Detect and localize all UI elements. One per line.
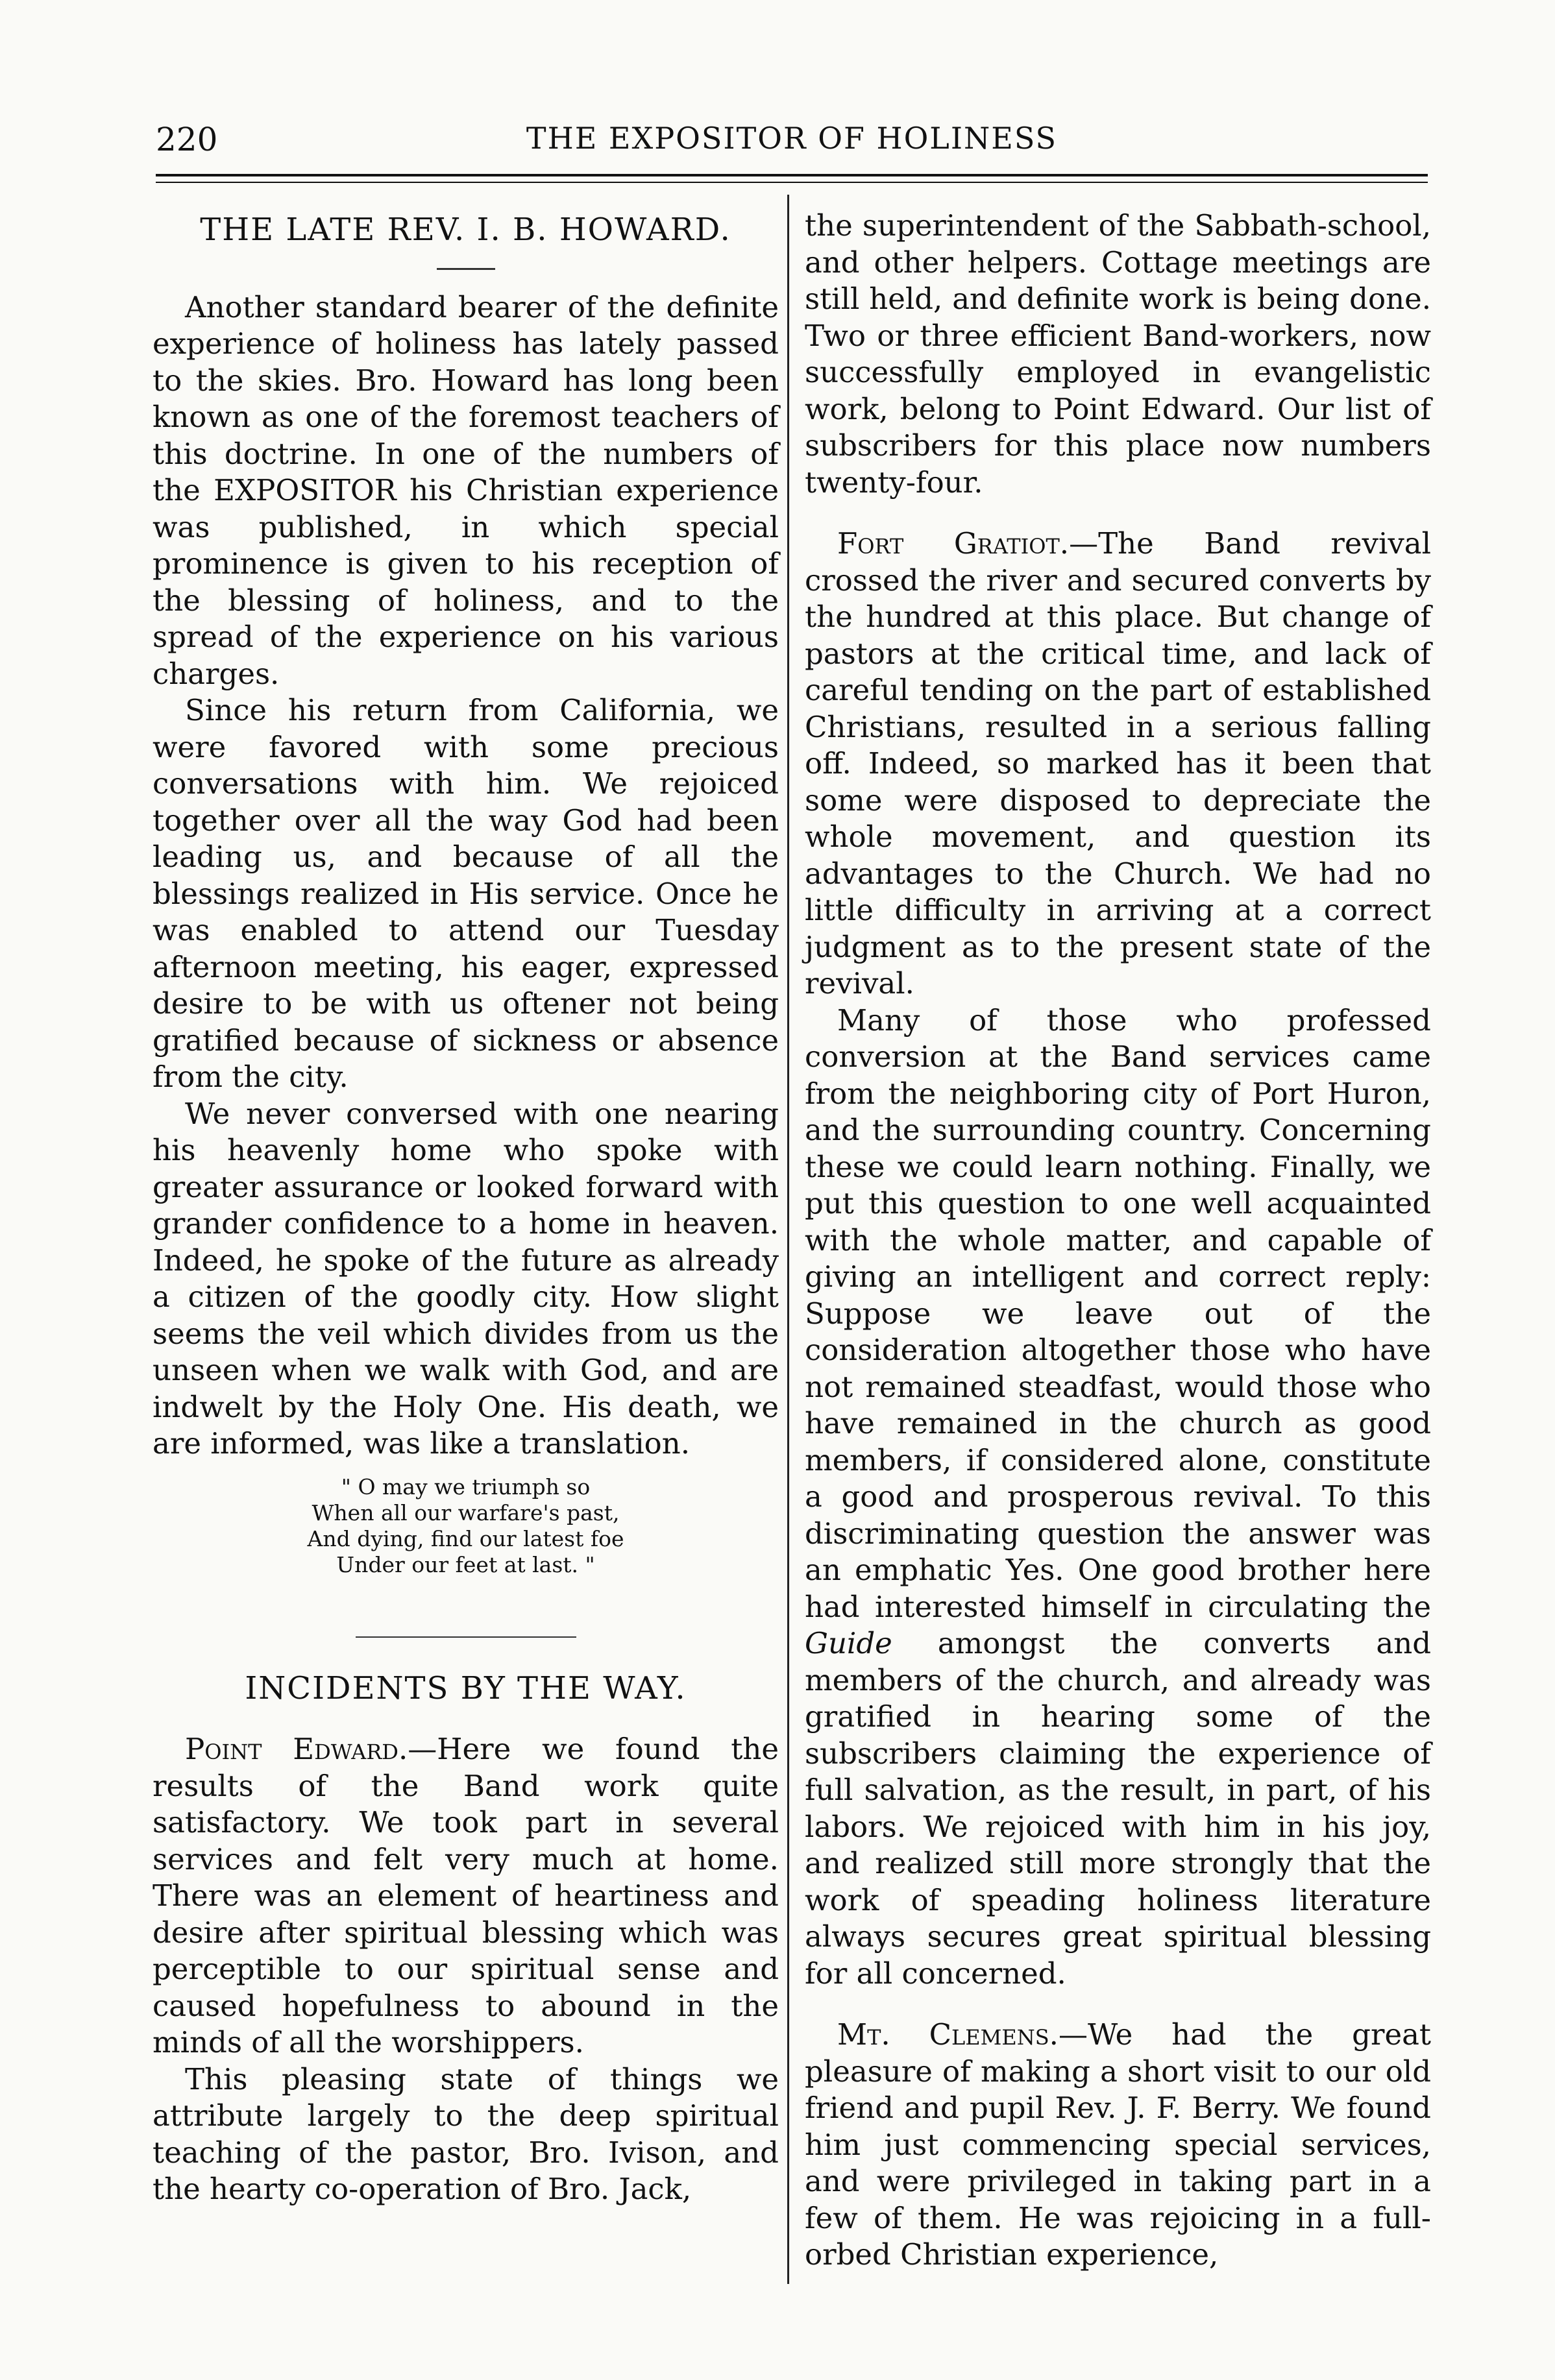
title-dash <box>437 268 495 270</box>
column-divider <box>787 195 789 2284</box>
poem-line: When all our warfare's past, <box>312 1500 620 1525</box>
running-title: THE EXPOSITOR OF HOLINESS <box>526 121 1058 156</box>
howard-paragraph-1: Another standard bearer of the definite experience of holiness has lately passed to the skies. Bro. Howard has long been known as one of the foremost teachers of this doctrine. In one of the numbers of the EXPOSITOR his Christian experience was published, in which special prominence is given to his reception of the blessing of holiness, and to the spread of the experience on his various charges. <box>153 289 779 691</box>
left-column <box>153 208 779 2208</box>
article-title-incidents: INCIDENTS BY THE WAY. <box>245 1670 687 1706</box>
fort-gratiot-paragraph-1: Fort Gratiot.—The Band revival crossed the river and secured converts by the hundred at this place. But change of pastors at the critical time, and lack of careful tending on the part of established Christians, resulted in a serious falling off. Indeed, so marked has it been that some were disposed to depreciate the whole movement, and question its advantages to the Church. We had no little difficulty in arriving at a correct judgment as to the present state of the revival. <box>805 526 1431 1001</box>
poem-line: Under our feet at last. " <box>336 1551 595 1577</box>
guide-title: Guide <box>805 1626 892 1660</box>
page-number: 220 <box>156 121 218 158</box>
fort-gratiot-lead: Fort Gratiot. <box>837 526 1070 561</box>
poem-line: And dying, find our latest foe <box>307 1525 624 1551</box>
poem-quote <box>153 1474 779 1578</box>
howard-paragraph-3: We never conversed with one nearing his heavenly home who spoke with greater assurance or looked forward with grander confidence to a home in heaven. Indeed, he spoke of the future as already a citizen of the goodly city. How slight seems the veil which divides from us the unseen when we walk with God, and are indwelt by the Holy One. His death, we are informed, was like a translation. <box>153 1096 779 1461</box>
point-edward-paragraph-3: the superintendent of the Sabbath-school, and other helpers. Cottage meetings are still held, and definite work is being done. Two or three efficient Band-workers, now successfully employed in evangelistic work, belong to Point Edward. Our list of subscribers for this place now numbers twenty-four. <box>805 208 1431 500</box>
article-separator <box>356 1636 576 1638</box>
article-title-howard: THE LATE REV. I. B. HOWARD. <box>200 212 731 248</box>
point-edward-paragraph-1: Point Edward.—Here we found the results of the Band work quite satisfactory. We took part in several services and felt very much at home. There was an element of heartiness and desire after spiritual blessing which was perceptible to our spiritual sense and caused hopefulness to abound in the minds of all the worshippers. <box>153 1732 779 2059</box>
mt-clemens-paragraph-1: Mt. Clemens.—We had the great pleasure of making a short visit to our old friend and pupil Rev. J. F. Berry. We found him just commencing special services, and were privileged in taking part in a few of them. He was rejoicing in a full-orbed Christian experience, <box>805 2017 1431 2272</box>
page-header <box>156 121 1428 166</box>
point-edward-lead: Point Edward. <box>185 1732 408 1766</box>
header-rule-thick <box>156 174 1428 176</box>
mt-clemens-lead: Mt. Clemens. <box>837 2017 1059 2052</box>
fort-gratiot-paragraph-2: Many of those who professed conversion at the Band services came from the neighboring city of Port Huron, and the surrounding country. Concerning these we could learn nothing. Finally, we put this question to one well acquainted with the whole matter, and capable of giving an intelligent and correct reply: Suppose we leave out of the consideration altogether those who have not remained steadfast, would those who have remained in the church as good members, if considered alone, constitute a good and prosperous revival. To this discriminating question the answer was an emphatic Yes. One good brother here had interested himself in circulating the Guide amongst the converts and members of the church, and already was gratified in hearing some of the subscribers claiming the experience of full salvation, as the result, in part, of his labors. We rejoiced with him in his joy, and realized still more strongly that the work of speading holiness literature always secures great spiritual blessing for all concerned. <box>805 1002 1431 1991</box>
right-column <box>805 208 1431 2274</box>
header-rule-thin <box>156 182 1428 183</box>
point-edward-paragraph-2: This pleasing state of things we attribute largely to the deep spiritual teaching of the pastor, Bro. Ivison, and the hearty co-operation of Bro. Jack, <box>153 2061 779 2206</box>
poem-line: " O may we triumph so <box>341 1474 591 1500</box>
howard-paragraph-2: Since his return from California, we were favored with some precious conversations with him. We rejoiced together over all the way God had been leading us, and because of all the blessings realized in His service. Once he was enabled to attend our Tuesday afternoon meeting, his eager, expressed desire to be with us oftener not being gratified because of sickness or absence from the city. <box>153 693 779 1094</box>
